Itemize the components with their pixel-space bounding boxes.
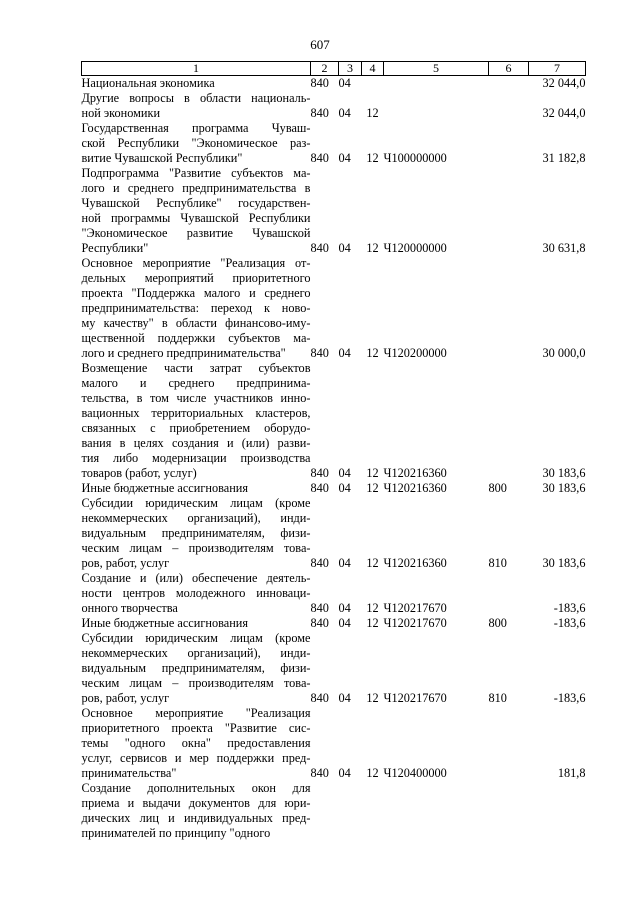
expense-type-code <box>489 706 529 781</box>
ministry-code: 840 <box>310 466 329 480</box>
row-name-line: Подпрограмма "Развитие субъектов ма- <box>81 166 311 180</box>
column-header-name: 1 <box>82 62 311 76</box>
target-article-code: Ч120216360 <box>383 556 447 570</box>
row-name-line: Национальная экономика <box>81 76 215 90</box>
row-name-line: связанных с приобретением оборудо- <box>81 421 311 435</box>
row-name-line: приоритетного проекта "Развитие сис- <box>81 721 311 735</box>
row-name-line: ской Республики "Экономическое раз- <box>81 136 311 150</box>
section-code: 04 <box>338 766 351 780</box>
section-code: 04 <box>338 76 351 90</box>
target-article-code: Ч120400000 <box>383 766 447 780</box>
target-article-code <box>384 76 489 92</box>
row-name-line: ности центров молодежного инноваци- <box>81 586 311 600</box>
subsection-code: 12 <box>366 556 379 570</box>
ministry-code: 840 <box>310 691 329 705</box>
table-row <box>82 256 586 361</box>
subsection-code: 12 <box>366 616 379 630</box>
subsection-code: 12 <box>366 151 379 165</box>
table-row <box>82 781 586 841</box>
target-article-code: Ч120000000 <box>383 241 447 255</box>
row-name <box>82 616 311 631</box>
expense-type-code: 800 <box>488 616 507 630</box>
row-name-line: вания в целях создания и (или) разви- <box>81 436 311 450</box>
subsection-code: 12 <box>366 481 379 495</box>
row-name-line: Государственная программа Чуваш- <box>81 121 311 135</box>
row-name <box>82 76 311 92</box>
amount <box>529 781 586 841</box>
amount: -183,6 <box>553 601 586 615</box>
target-article-code: Ч120216360 <box>383 466 447 480</box>
section-code: 04 <box>338 601 351 615</box>
row-name <box>82 121 311 166</box>
table-row <box>82 706 586 781</box>
subsection-code: 12 <box>366 241 379 255</box>
row-name-line: Основное мероприятие "Реализация от- <box>81 256 311 270</box>
row-name <box>82 571 311 616</box>
row-name <box>82 481 311 496</box>
table-row <box>82 481 586 496</box>
ministry-code: 840 <box>310 346 329 360</box>
amount: 30 631,8 <box>542 241 586 255</box>
row-name-line: ной программы Чувашской Республики <box>81 211 311 225</box>
row-name-line: Создание дополнительных окон для <box>81 781 311 795</box>
section-code: 04 <box>338 151 351 165</box>
amount: 32 044,0 <box>542 76 586 90</box>
page-number: 607 <box>310 37 330 52</box>
row-name-line: Возмещение части затрат субъектов <box>81 361 311 375</box>
table-row <box>82 76 586 92</box>
row-name <box>82 496 311 571</box>
row-name-line: вационных территориальных кластеров, <box>81 406 311 420</box>
row-name-line: услуг, сервисов и мер поддержки пред- <box>81 751 311 765</box>
row-name <box>82 166 311 256</box>
subsection-code: 12 <box>366 766 379 780</box>
target-article-code <box>384 91 489 121</box>
row-name-line: Иные бюджетные ассигнования <box>81 481 249 495</box>
amount: -183,6 <box>553 616 586 630</box>
row-name-line: принимательства" <box>81 766 177 780</box>
row-name-line: видуальным предпринимателям, физи- <box>81 661 311 675</box>
row-name-line: Субсидии юридическим лицам (кроме <box>81 631 311 645</box>
ministry-code: 840 <box>310 616 329 630</box>
row-name-line: Другие вопросы в области националь- <box>81 91 311 105</box>
row-name-line: темы "одного окна" предоставления <box>81 736 311 750</box>
ministry-code: 840 <box>310 481 329 495</box>
row-name-line: ров, работ, услуг <box>81 691 170 705</box>
amount: 31 182,8 <box>542 151 586 165</box>
ministry-code: 840 <box>310 601 329 615</box>
header-row <box>82 62 586 76</box>
section-code: 04 <box>338 691 351 705</box>
row-name-line: видуальным предпринимателям, физи- <box>81 526 311 540</box>
expense-type-code <box>489 361 529 481</box>
row-name-line: дельных мероприятий приоритетного <box>81 271 311 285</box>
ministry-code: 840 <box>310 241 329 255</box>
subsection-code: 12 <box>366 106 379 120</box>
row-name-line: малого и среднего предпринима- <box>81 376 311 390</box>
table-row <box>82 166 586 256</box>
row-name-line: тельства, в том числе участников инно- <box>81 391 311 405</box>
subsection-code: 12 <box>366 601 379 615</box>
row-name <box>82 781 311 841</box>
table-row <box>82 631 586 706</box>
section-code: 04 <box>338 481 351 495</box>
section-code: 04 <box>338 106 351 120</box>
row-name-line: некоммерческих организаций), инди- <box>81 511 311 525</box>
column-header-expense-type: 6 <box>489 62 529 76</box>
table-row <box>82 361 586 481</box>
table-row <box>82 496 586 571</box>
row-name-line: Основное мероприятие "Реализация <box>81 706 311 720</box>
section-code: 04 <box>338 616 351 630</box>
row-name-line: приема и выдачи документов для юри- <box>81 796 311 810</box>
section-code <box>339 781 362 841</box>
target-article-code: Ч120217670 <box>383 691 447 705</box>
subsection-code: 12 <box>366 466 379 480</box>
amount: 30 183,6 <box>542 481 586 495</box>
row-name-line: "Экономическое развитие Чувашской <box>81 226 311 240</box>
subsection-code <box>362 76 384 92</box>
row-name-line: ческим лицам – производителям това- <box>81 541 311 555</box>
section-code: 04 <box>338 466 351 480</box>
row-name-line: онного творчества <box>81 601 178 615</box>
ministry-code: 840 <box>310 556 329 570</box>
row-name-line: дических лиц и индивидуальных пред- <box>81 811 311 825</box>
subsection-code: 12 <box>366 346 379 360</box>
row-name-line: Иные бюджетные ассигнования <box>81 616 249 630</box>
ministry-code: 840 <box>310 766 329 780</box>
row-name-line: Создание и (или) обеспечение деятель- <box>81 571 311 585</box>
target-article-code: Ч120217670 <box>383 616 447 630</box>
expense-type-code <box>489 781 529 841</box>
target-article-code: Ч120216360 <box>383 481 447 495</box>
table-row <box>82 91 586 121</box>
row-name-line: щественной поддержки субъектов ма- <box>81 331 311 345</box>
amount: -183,6 <box>553 691 586 705</box>
expense-type-code <box>489 256 529 361</box>
subsection-code: 12 <box>366 691 379 705</box>
column-header-subsection: 4 <box>362 62 384 76</box>
amount: 30 183,6 <box>542 556 586 570</box>
row-name <box>82 256 311 361</box>
section-code: 04 <box>338 241 351 255</box>
expense-type-code: 810 <box>488 691 507 705</box>
row-name-line: лого и среднего предпринимательства в <box>81 181 311 195</box>
expense-type-code: 810 <box>488 556 507 570</box>
column-header-section: 3 <box>339 62 362 76</box>
target-article-code <box>384 781 489 841</box>
table-row <box>82 571 586 616</box>
row-name-line: Чувашской Республике" государствен- <box>81 196 311 210</box>
row-name-line: тия либо модернизации производства <box>81 451 311 465</box>
column-header-target-article: 5 <box>384 62 489 76</box>
ministry-code: 840 <box>310 106 329 120</box>
expense-type-code <box>489 166 529 256</box>
amount: 30 000,0 <box>542 346 586 360</box>
expense-type-code <box>489 571 529 616</box>
target-article-code: Ч100000000 <box>383 151 447 165</box>
expense-type-code <box>489 91 529 121</box>
section-code: 04 <box>338 346 351 360</box>
row-name <box>82 631 311 706</box>
row-name-line: ров, работ, услуг <box>81 556 170 570</box>
amount: 181,8 <box>557 766 586 780</box>
ministry-code: 840 <box>310 76 329 90</box>
row-name-line: ческим лицам – производителям това- <box>81 676 311 690</box>
ministry-code: 840 <box>310 151 329 165</box>
row-name-line: проекта "Поддержка малого и среднего <box>81 286 311 300</box>
row-name-line: Субсидии юридическим лицам (кроме <box>81 496 311 510</box>
amount: 30 183,6 <box>542 466 586 480</box>
row-name-line: принимателей по принципу "одного <box>81 826 271 840</box>
table-row <box>82 616 586 631</box>
target-article-code: Ч120200000 <box>383 346 447 360</box>
table-row <box>82 121 586 166</box>
column-header-amount: 7 <box>529 62 586 76</box>
budget-table <box>81 61 586 841</box>
column-header-ministry: 2 <box>311 62 339 76</box>
expense-type-code <box>489 76 529 92</box>
row-name <box>82 361 311 481</box>
expense-type-code: 800 <box>488 481 507 495</box>
ministry-code <box>311 781 339 841</box>
row-name <box>82 91 311 121</box>
row-name-line: товаров (работ, услуг) <box>81 466 197 480</box>
row-name-line: Республики" <box>81 241 149 255</box>
row-name-line: некоммерческих организаций), инди- <box>81 646 311 660</box>
row-name-line: витие Чувашской Республики" <box>81 151 243 165</box>
row-name-line: му качеству" в области финансово-иму- <box>81 316 311 330</box>
row-name <box>82 706 311 781</box>
target-article-code: Ч120217670 <box>383 601 447 615</box>
amount: 32 044,0 <box>542 106 586 120</box>
row-name-line: предпринимательства: переход к ново- <box>81 301 311 315</box>
row-name-line: лого и среднего предпринимательства" <box>81 346 286 360</box>
section-code: 04 <box>338 556 351 570</box>
subsection-code <box>362 781 384 841</box>
row-name-line: ной экономики <box>81 106 161 120</box>
expense-type-code <box>489 121 529 166</box>
